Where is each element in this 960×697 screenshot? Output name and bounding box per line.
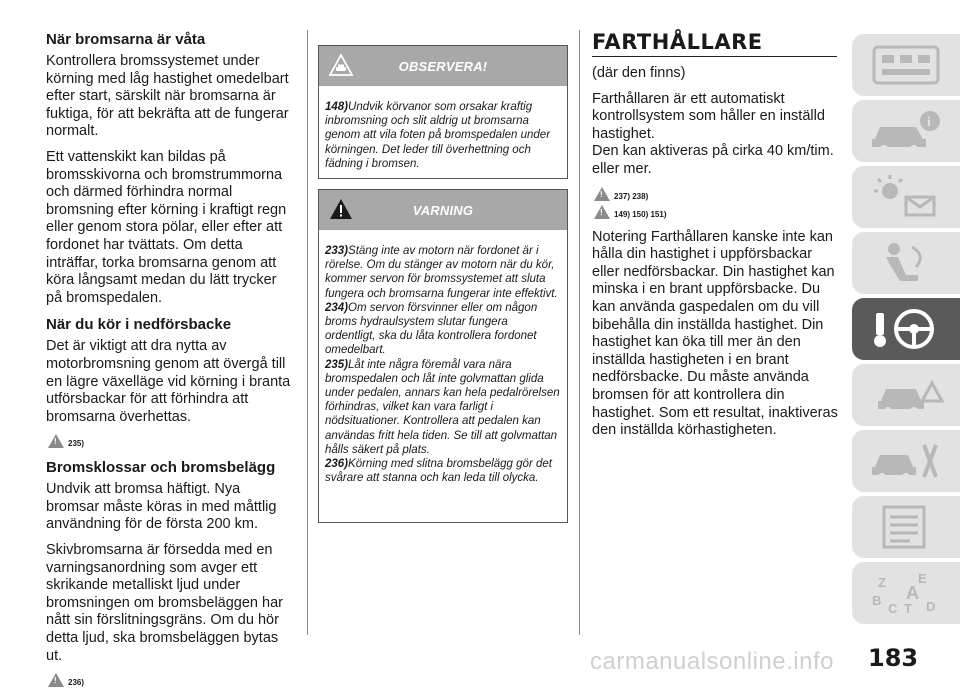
paragraph: Det är viktigt att dra nytta av motorbromsning genom att övergå till en lägre växelläge vid körning i branta utförsbackar för att förhindra att bromsarna överhettas. xyxy=(46,338,291,425)
note-text: Låt inte några föremål vara nära bromspedalen och låt inte golvmattan glida under pedalen, annars kan hela pedalrörelsen förhindras, vilket kan vara farligt i nödsituationer. Kontrollera att pedalen kan användas fritt hela tiden. Se till att golvmattan hålls säkert på plats. xyxy=(325,358,560,456)
car-dashboard-icon xyxy=(866,41,946,89)
observe-header xyxy=(319,46,567,86)
column-cruise-control xyxy=(592,30,842,448)
paragraph: Notering Farthållaren kanske inte kan hålla din hastighet i uppförsbackar eller nedförsbackar. Din hastighet kan minska i en brant uppförsbacke. Du kan använda gaspedalen om du vill bibehålla din inställda hastighet. Din hastighet kan öka till mer än den inställda hastigheten i en brant nedförsbacke. Du måste använda bromsen för att kontrollera din hastighet. Som ett resultat, inaktiveras den inställda körhastigheten. xyxy=(592,228,838,439)
index-letter: Z xyxy=(878,575,886,590)
note-number: 235) xyxy=(325,358,349,371)
index-letter: E xyxy=(918,571,927,586)
observe-box xyxy=(318,45,568,179)
tab-safety[interactable] xyxy=(852,232,960,294)
heading-downhill: När du kör i nedförsbacke xyxy=(46,316,232,334)
warning-reference[interactable] xyxy=(594,187,842,201)
index-letter: A xyxy=(906,583,919,603)
car-warning-icon xyxy=(866,371,946,419)
column-notices xyxy=(318,45,568,533)
paragraph: Farthållaren är ett automatiskt kontrollsystem som håller en inställd hastighet. xyxy=(592,90,825,142)
page-number: 183 xyxy=(868,644,919,672)
heading-brake-pads: Bromsklossar och bromsbelägg xyxy=(46,459,276,477)
tab-lights-messages[interactable] xyxy=(852,166,960,228)
tab-index[interactable] xyxy=(852,562,960,624)
subtitle: (där den finns) xyxy=(592,65,686,81)
warning-triangle-icon xyxy=(329,198,353,220)
car-tools-icon xyxy=(866,437,946,485)
paragraph: Ett vattenskikt kan bildas på bromsskivorna och bromstrummorna och därmed förhindra normal bromsning efter körning i kraftigt regn eller genom stora pölar, eller efter att fordonet har tvättats. Om detta inträffar, torka bromsarna genom att köra långsamt medan du lätt trycker på bromspedalen. xyxy=(46,148,287,306)
note-text: Stäng inte av motorn när fordonet är i rörelse. Om du stänger av motorn när du kör, kommer servon för bromssystemet att sluta fungera och bromsarna fungerar inte effektivt. xyxy=(325,245,558,300)
note-text: Om servon försvinner eller om någon broms hydraulsystem slutar fungera ordentligt, ska du låta kontrollera fordonet omedelbart. xyxy=(325,301,538,357)
document-list-icon xyxy=(866,503,946,551)
warning-header xyxy=(319,190,567,230)
index-letter: C xyxy=(888,601,898,616)
column-braking xyxy=(46,30,296,697)
note-number: 234) xyxy=(325,301,349,314)
warning-reference[interactable] xyxy=(48,673,296,687)
observe-title: OBSERVERA! xyxy=(398,58,488,74)
caution-triangle-icon: ! xyxy=(594,205,610,219)
svg-text:i: i xyxy=(927,115,931,130)
reference-number: 237) 238) xyxy=(614,191,649,201)
tab-emergency[interactable] xyxy=(852,364,960,426)
lights-mail-icon xyxy=(866,173,946,221)
tab-maintenance[interactable] xyxy=(852,430,960,492)
warning-reference[interactable] xyxy=(48,434,296,448)
tab-dashboard[interactable] xyxy=(852,34,960,96)
note-number: 233) xyxy=(325,245,349,257)
alphabet-index-icon xyxy=(866,569,946,617)
note-number: 236) xyxy=(325,458,349,471)
observe-body xyxy=(319,86,567,178)
car-info-icon xyxy=(866,107,946,155)
paragraph: Den kan aktiveras på cirka 40 km/tim. eller mer. xyxy=(592,143,834,177)
tab-car-info[interactable] xyxy=(852,100,960,162)
column-divider xyxy=(307,30,308,635)
reference-number: 235) xyxy=(68,439,85,449)
paragraph: Kontrollera bromssystemet under körning med låg hastighet omedelbart efter start, särskilt när bromsarna är fuktiga, för att bekräfta att de fungerar normalt. xyxy=(46,53,289,140)
key-steering-icon xyxy=(866,305,946,353)
caution-reference[interactable] xyxy=(594,205,842,219)
note-text: Undvik körvanor som orsakar kraftig inbromsning och slit aldrig ut bromsarna genom att vila foten på bromspedalen under körningen. Det leder till överhettning och fädning i bromsen. xyxy=(325,101,551,170)
warning-triangle-icon: ! xyxy=(48,673,64,687)
reference-number: 149) 150) 151) xyxy=(614,209,667,219)
paragraph: Skivbromsarna är försedda med en varningsanordning som avger ett skrikande metalliskt ljud under bromsningen om bromsbeläggen har nått sin förslitningsgräns. Om du hör detta ljud, ska bromsbeläggen bytas ut. xyxy=(46,542,283,664)
warning-body xyxy=(319,230,567,522)
warning-triangle-icon: ! xyxy=(594,187,610,201)
watermark: carmanualsonline.info xyxy=(590,648,834,675)
warning-box xyxy=(318,189,568,523)
index-letter: T xyxy=(904,601,912,616)
column-divider xyxy=(579,30,580,635)
chapter-index xyxy=(852,34,960,628)
section-title: FARTHÅLLARE xyxy=(592,30,837,57)
index-letter: B xyxy=(872,593,882,608)
seat-airbag-icon xyxy=(866,239,946,287)
heading-wet-brakes: När bromsarna är våta xyxy=(46,31,206,48)
index-letter: D xyxy=(926,599,936,614)
reference-number: 236) xyxy=(68,678,85,688)
warning-triangle-icon: ! xyxy=(48,434,64,448)
car-caution-icon xyxy=(329,54,353,76)
tab-starting-driving[interactable] xyxy=(852,298,960,360)
note-number: 148) xyxy=(325,101,349,113)
warning-title: VARNING xyxy=(412,202,474,218)
tab-technical-data[interactable] xyxy=(852,496,960,558)
paragraph: Undvik att bromsa häftigt. Nya bromsar måste köras in med måttlig användning för de första 200 km. xyxy=(46,481,277,533)
note-text: Körning med slitna bromsbelägg gör det svårare att stanna och kan leda till olycka. xyxy=(325,458,552,485)
